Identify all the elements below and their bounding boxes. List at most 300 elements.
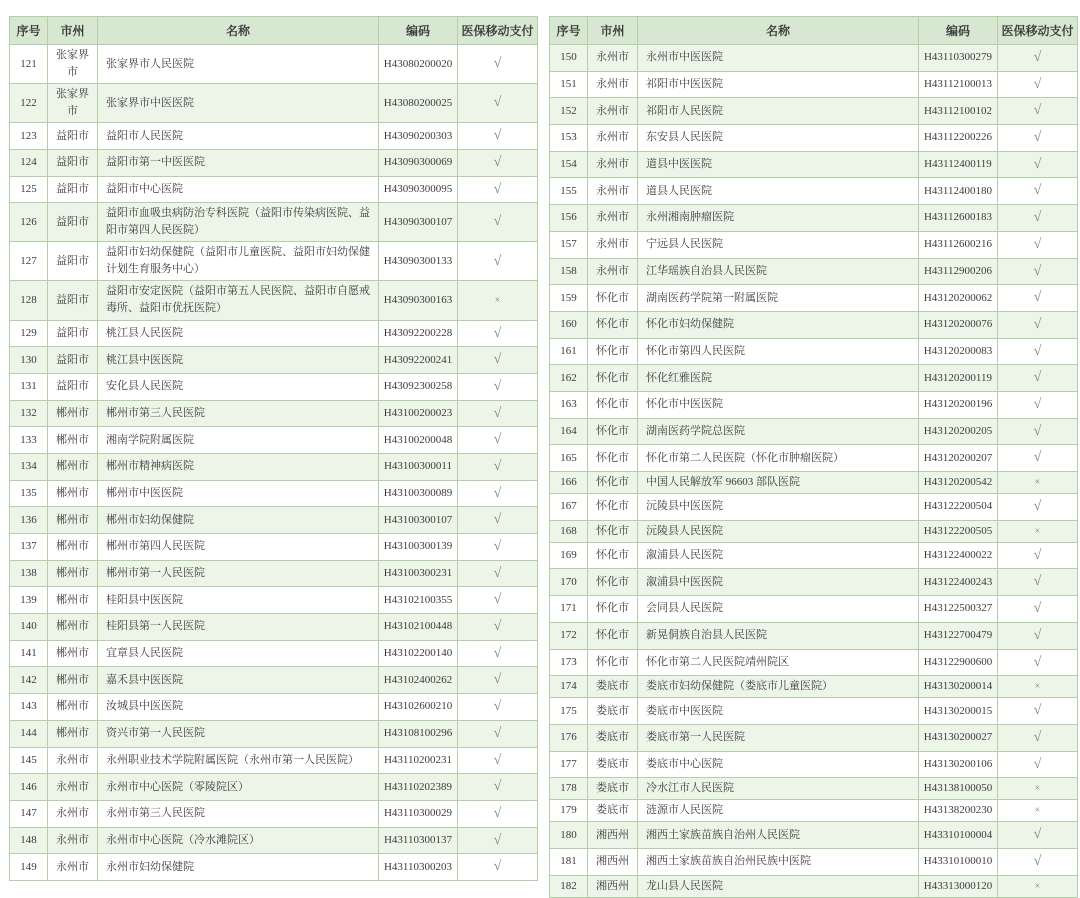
table-row (550, 125, 1078, 152)
cell-pay (458, 176, 538, 203)
cell-code: H43120200062 (919, 285, 998, 312)
cell-city: 张家界市 (48, 84, 98, 123)
cell-city: 郴州市 (48, 640, 98, 667)
cell-city: 怀化市 (588, 569, 638, 596)
cell-no: 175 (550, 698, 588, 725)
table-row (10, 400, 538, 427)
cell-city: 郴州市 (48, 587, 98, 614)
cell-code: H43100300107 (379, 507, 458, 534)
check-mark-icon: √ (493, 485, 502, 501)
check-mark-icon: √ (1033, 156, 1042, 172)
cell-name: 怀化市第四人民医院 (638, 338, 919, 365)
cell-name: 益阳市血吸虫病防治专科医院（益阳市传染病医院、益阳市第四人民医院） (98, 203, 379, 242)
check-mark-icon: √ (493, 352, 502, 368)
check-mark-icon: √ (493, 672, 502, 688)
cell-city: 郴州市 (48, 400, 98, 427)
cell-code: H43100300011 (379, 453, 458, 480)
cell-no: 129 (10, 320, 48, 347)
cell-name: 怀化市第二人民医院（怀化市肿瘤医院） (638, 445, 919, 472)
cell-pay (458, 242, 538, 281)
cell-pay (998, 698, 1078, 725)
cell-pay (458, 614, 538, 641)
cell-name: 郴州市精神病医院 (98, 453, 379, 480)
cell-city: 怀化市 (588, 445, 638, 472)
check-mark-icon: √ (493, 512, 502, 528)
table-row (10, 453, 538, 480)
cell-city: 郴州市 (48, 427, 98, 454)
cell-pay (998, 569, 1078, 596)
cell-code: H43120200196 (919, 391, 998, 418)
cell-pay (458, 854, 538, 881)
table-row (10, 640, 538, 667)
table-row (10, 747, 538, 774)
cell-pay (458, 149, 538, 176)
cell-pay (458, 480, 538, 507)
cell-pay (998, 365, 1078, 392)
cell-code: H43112600216 (919, 231, 998, 258)
table-row (10, 347, 538, 374)
cell-name: 道县中医医院 (638, 151, 919, 178)
cell-city: 怀化市 (588, 418, 638, 445)
check-mark-icon: √ (1033, 343, 1042, 359)
cell-pay (998, 311, 1078, 338)
cell-pay (458, 45, 538, 84)
table-row (550, 231, 1078, 258)
cell-no: 164 (550, 418, 588, 445)
cell-pay (458, 640, 538, 667)
cell-name: 永州市中心医院（零陵院区） (98, 774, 379, 801)
cell-city: 永州市 (588, 258, 638, 285)
cell-city: 益阳市 (48, 347, 98, 374)
check-mark-icon: √ (1033, 601, 1042, 617)
cell-pay (458, 694, 538, 721)
check-mark-icon: √ (493, 128, 502, 144)
cell-city: 娄底市 (588, 724, 638, 751)
cell-pay (458, 667, 538, 694)
cell-name: 宁远县人民医院 (638, 231, 919, 258)
cell-no: 152 (550, 98, 588, 125)
check-mark-icon: √ (1033, 574, 1042, 590)
column-header-code: 编码 (919, 17, 998, 45)
check-mark-icon: √ (1033, 263, 1042, 279)
check-mark-icon: √ (1033, 183, 1042, 199)
cell-city: 张家界市 (48, 45, 98, 84)
cell-name: 益阳市妇幼保健院（益阳市儿童医院、益阳市妇幼保健计划生育服务中心） (98, 242, 379, 281)
cell-code: H43102200140 (379, 640, 458, 667)
cell-no: 126 (10, 203, 48, 242)
cell-city: 娄底市 (588, 676, 638, 698)
cell-city: 永州市 (48, 774, 98, 801)
cell-code: H43102600210 (379, 694, 458, 721)
cell-name: 会同县人民医院 (638, 596, 919, 623)
table-row (550, 391, 1078, 418)
cell-pay (998, 800, 1078, 822)
table-row (10, 281, 538, 320)
cell-city: 益阳市 (48, 149, 98, 176)
table-row (550, 285, 1078, 312)
cell-name: 祁阳市人民医院 (638, 98, 919, 125)
cell-name: 郴州市中医医院 (98, 480, 379, 507)
cell-no: 128 (10, 281, 48, 320)
check-mark-icon: √ (493, 725, 502, 741)
check-mark-icon: √ (1033, 450, 1042, 466)
table-row (10, 203, 538, 242)
cell-name: 桃江县人民医院 (98, 320, 379, 347)
cell-name: 张家界市中医医院 (98, 84, 379, 123)
column-header-city: 市州 (588, 17, 638, 45)
cell-name: 娄底市中医医院 (638, 698, 919, 725)
table-row (550, 520, 1078, 542)
cell-pay (998, 875, 1078, 897)
cell-pay (458, 774, 538, 801)
cell-name: 资兴市第一人民医院 (98, 720, 379, 747)
cell-no: 123 (10, 123, 48, 150)
cell-pay (458, 587, 538, 614)
table-row (10, 667, 538, 694)
cell-code: H43112900206 (919, 258, 998, 285)
check-mark-icon: √ (493, 56, 502, 72)
check-mark-icon: √ (493, 619, 502, 635)
cell-code: H43100200023 (379, 400, 458, 427)
table-row (550, 622, 1078, 649)
cell-pay (458, 427, 538, 454)
check-mark-icon: √ (493, 832, 502, 848)
table-row (550, 800, 1078, 822)
cell-code: H43090200303 (379, 123, 458, 150)
cell-pay (998, 45, 1078, 72)
cell-code: H43108100296 (379, 720, 458, 747)
cell-no: 161 (550, 338, 588, 365)
check-mark-icon: √ (493, 539, 502, 555)
table-row (10, 720, 538, 747)
cell-name: 湘南学院附属医院 (98, 427, 379, 454)
check-mark-icon: √ (493, 752, 502, 768)
cell-pay (998, 596, 1078, 623)
cell-name: 涟源市人民医院 (638, 800, 919, 822)
check-mark-icon: √ (493, 154, 502, 170)
cell-city: 郴州市 (48, 480, 98, 507)
cell-name: 桂阳县第一人民医院 (98, 614, 379, 641)
cell-city: 怀化市 (588, 520, 638, 542)
table-row (550, 71, 1078, 98)
cell-code: H43122200505 (919, 520, 998, 542)
cell-pay (998, 285, 1078, 312)
check-mark-icon: √ (1033, 423, 1042, 439)
table-row (550, 724, 1078, 751)
cell-name: 桂阳县中医医院 (98, 587, 379, 614)
check-mark-icon: √ (493, 699, 502, 715)
check-mark-icon: √ (1033, 396, 1042, 412)
cell-pay (998, 751, 1078, 778)
cell-code: H43080200025 (379, 84, 458, 123)
check-mark-icon: √ (493, 432, 502, 448)
cell-code: H43122200504 (919, 494, 998, 521)
check-mark-icon: √ (1033, 210, 1042, 226)
cell-no: 122 (10, 84, 48, 123)
cell-name: 湘西土家族苗族自治州民族中医院 (638, 849, 919, 876)
cell-city: 湘西州 (588, 822, 638, 849)
cell-code: H43120200205 (919, 418, 998, 445)
table-row (10, 84, 538, 123)
cell-city: 娄底市 (588, 698, 638, 725)
cell-code: H43092300258 (379, 373, 458, 400)
cell-pay (998, 151, 1078, 178)
cell-code: H43138100050 (919, 778, 998, 800)
cell-name: 益阳市中心医院 (98, 176, 379, 203)
cell-no: 144 (10, 720, 48, 747)
cell-name: 新晃侗族自治县人民医院 (638, 622, 919, 649)
cell-name: 永州职业技术学院附属医院（永州市第一人民医院） (98, 747, 379, 774)
cell-name: 汝城县中医医院 (98, 694, 379, 721)
table-row (10, 427, 538, 454)
cell-no: 154 (550, 151, 588, 178)
cell-code: H43313000120 (919, 875, 998, 897)
table-row (10, 614, 538, 641)
cell-city: 益阳市 (48, 320, 98, 347)
cell-city: 怀化市 (588, 622, 638, 649)
table-row (550, 258, 1078, 285)
cell-city: 永州市 (588, 45, 638, 72)
cell-no: 165 (550, 445, 588, 472)
cell-city: 永州市 (48, 747, 98, 774)
table-row (550, 365, 1078, 392)
cell-city: 郴州市 (48, 720, 98, 747)
cell-no: 150 (550, 45, 588, 72)
cell-pay (998, 724, 1078, 751)
cell-pay (458, 827, 538, 854)
table-row (10, 800, 538, 827)
cell-code: H43090300095 (379, 176, 458, 203)
check-mark-icon: √ (1033, 756, 1042, 772)
table-row (10, 480, 538, 507)
cell-code: H43112100013 (919, 71, 998, 98)
cell-no: 155 (550, 178, 588, 205)
cell-city: 怀化市 (588, 472, 638, 494)
cell-pay (998, 205, 1078, 232)
cell-city: 益阳市 (48, 123, 98, 150)
table-row (550, 849, 1078, 876)
table-row (550, 472, 1078, 494)
cell-name: 郴州市第三人民医院 (98, 400, 379, 427)
cell-name: 道县人民医院 (638, 178, 919, 205)
cell-no: 132 (10, 400, 48, 427)
table-row (10, 694, 538, 721)
cell-code: H43090300163 (379, 281, 458, 320)
check-mark-icon: √ (1033, 827, 1042, 843)
cell-name: 永州市中医医院 (638, 45, 919, 72)
table-row (550, 676, 1078, 698)
cell-no: 169 (550, 542, 588, 569)
cell-code: H43110202389 (379, 774, 458, 801)
cell-pay (998, 676, 1078, 698)
cell-city: 永州市 (588, 178, 638, 205)
cell-city: 益阳市 (48, 176, 98, 203)
cell-code: H43112400119 (919, 151, 998, 178)
cell-pay (998, 520, 1078, 542)
table-row (550, 494, 1078, 521)
cell-no: 147 (10, 800, 48, 827)
table-row (10, 827, 538, 854)
cell-name: 湖南医药学院总医院 (638, 418, 919, 445)
cell-no: 170 (550, 569, 588, 596)
cell-pay (998, 418, 1078, 445)
cell-name: 娄底市中心医院 (638, 751, 919, 778)
cross-mark-icon: × (1034, 525, 1041, 537)
cell-city: 娄底市 (588, 751, 638, 778)
cell-no: 180 (550, 822, 588, 849)
cell-pay (998, 849, 1078, 876)
cell-name: 益阳市安定医院（益阳市第五人民医院、益阳市自愿戒毒所、益阳市优抚医院） (98, 281, 379, 320)
cell-no: 176 (550, 724, 588, 751)
cell-city: 娄底市 (588, 800, 638, 822)
cell-name: 中国人民解放军 96603 部队医院 (638, 472, 919, 494)
cell-pay (998, 231, 1078, 258)
cell-city: 郴州市 (48, 694, 98, 721)
cell-city: 湘西州 (588, 875, 638, 897)
check-mark-icon: √ (493, 859, 502, 875)
cell-code: H43100300231 (379, 560, 458, 587)
cell-name: 郴州市第一人民医院 (98, 560, 379, 587)
check-mark-icon: √ (1033, 76, 1042, 92)
cell-no: 153 (550, 125, 588, 152)
cell-code: H43092200228 (379, 320, 458, 347)
table-row (550, 542, 1078, 569)
cell-name: 沅陵县人民医院 (638, 520, 919, 542)
cell-city: 永州市 (588, 98, 638, 125)
cell-code: H43130200014 (919, 676, 998, 698)
cell-city: 郴州市 (48, 560, 98, 587)
check-mark-icon: √ (493, 592, 502, 608)
cell-name: 永州市第三人民医院 (98, 800, 379, 827)
cell-name: 冷水江市人民医院 (638, 778, 919, 800)
cell-code: H43112200226 (919, 125, 998, 152)
cell-name: 安化县人民医院 (98, 373, 379, 400)
cell-city: 永州市 (588, 205, 638, 232)
cell-pay (998, 338, 1078, 365)
cell-name: 祁阳市中医医院 (638, 71, 919, 98)
cell-no: 140 (10, 614, 48, 641)
cell-code: H43130200027 (919, 724, 998, 751)
check-mark-icon: √ (1033, 290, 1042, 306)
cell-code: H43110300029 (379, 800, 458, 827)
cell-no: 146 (10, 774, 48, 801)
hospital-table-right (549, 16, 1078, 898)
cell-no: 121 (10, 45, 48, 84)
cell-no: 145 (10, 747, 48, 774)
check-mark-icon: √ (493, 805, 502, 821)
cell-name: 东安县人民医院 (638, 125, 919, 152)
cell-no: 167 (550, 494, 588, 521)
header-row (10, 17, 538, 45)
cell-no: 141 (10, 640, 48, 667)
cell-name: 溆浦县人民医院 (638, 542, 919, 569)
check-mark-icon: √ (1033, 370, 1042, 386)
cell-city: 郴州市 (48, 667, 98, 694)
table-row (10, 507, 538, 534)
table-row (10, 560, 538, 587)
cell-name: 桃江县中医医院 (98, 347, 379, 374)
cell-city: 娄底市 (588, 778, 638, 800)
cell-code: H43120200542 (919, 472, 998, 494)
cell-name: 溆浦县中医医院 (638, 569, 919, 596)
cell-no: 135 (10, 480, 48, 507)
check-mark-icon: √ (493, 181, 502, 197)
table-row (10, 587, 538, 614)
cell-no: 138 (10, 560, 48, 587)
cell-name: 张家界市人民医院 (98, 45, 379, 84)
cell-city: 怀化市 (588, 338, 638, 365)
cross-mark-icon: × (1034, 783, 1041, 795)
cell-code: H43120200076 (919, 311, 998, 338)
cell-no: 131 (10, 373, 48, 400)
cell-pay (458, 720, 538, 747)
cell-code: H43310100010 (919, 849, 998, 876)
table-row (10, 534, 538, 561)
check-mark-icon: √ (493, 95, 502, 111)
column-header-name: 名称 (638, 17, 919, 45)
cell-name: 怀化市中医医院 (638, 391, 919, 418)
cell-code: H43122400022 (919, 542, 998, 569)
cell-no: 171 (550, 596, 588, 623)
cell-name: 永州市妇幼保健院 (98, 854, 379, 881)
cell-city: 郴州市 (48, 534, 98, 561)
cell-no: 151 (550, 71, 588, 98)
check-mark-icon: √ (1033, 130, 1042, 146)
table-row (10, 123, 538, 150)
cell-pay (458, 507, 538, 534)
cell-code: H43090300133 (379, 242, 458, 281)
cell-pay (998, 98, 1078, 125)
cell-city: 益阳市 (48, 242, 98, 281)
cell-no: 125 (10, 176, 48, 203)
cell-code: H43090300069 (379, 149, 458, 176)
cross-mark-icon: × (1034, 880, 1041, 892)
check-mark-icon: √ (493, 458, 502, 474)
cross-mark-icon: × (494, 294, 501, 306)
cell-name: 龙山县人民医院 (638, 875, 919, 897)
cell-name: 娄底市妇幼保健院（娄底市儿童医院） (638, 676, 919, 698)
cell-city: 怀化市 (588, 649, 638, 676)
table-row (550, 205, 1078, 232)
cell-no: 136 (10, 507, 48, 534)
cell-code: H43110300279 (919, 45, 998, 72)
table-row (550, 822, 1078, 849)
cell-no: 158 (550, 258, 588, 285)
cell-pay (458, 320, 538, 347)
cell-name: 嘉禾县中医医院 (98, 667, 379, 694)
cell-city: 永州市 (48, 827, 98, 854)
cell-name: 永州市中心医院（冷水滩院区） (98, 827, 379, 854)
table-row (550, 596, 1078, 623)
cell-no: 137 (10, 534, 48, 561)
cell-code: H43102400262 (379, 667, 458, 694)
cell-city: 怀化市 (588, 285, 638, 312)
check-mark-icon: √ (493, 405, 502, 421)
table-row (10, 176, 538, 203)
column-header-pay: 医保移动支付 (458, 17, 538, 45)
cell-no: 181 (550, 849, 588, 876)
table-row (550, 151, 1078, 178)
table-row (10, 320, 538, 347)
cell-name: 郴州市妇幼保健院 (98, 507, 379, 534)
cell-code: H43110300203 (379, 854, 458, 881)
table-row (10, 242, 538, 281)
cell-pay (998, 622, 1078, 649)
cell-city: 怀化市 (588, 365, 638, 392)
cell-no: 177 (550, 751, 588, 778)
cell-pay (998, 125, 1078, 152)
cell-pay (458, 534, 538, 561)
